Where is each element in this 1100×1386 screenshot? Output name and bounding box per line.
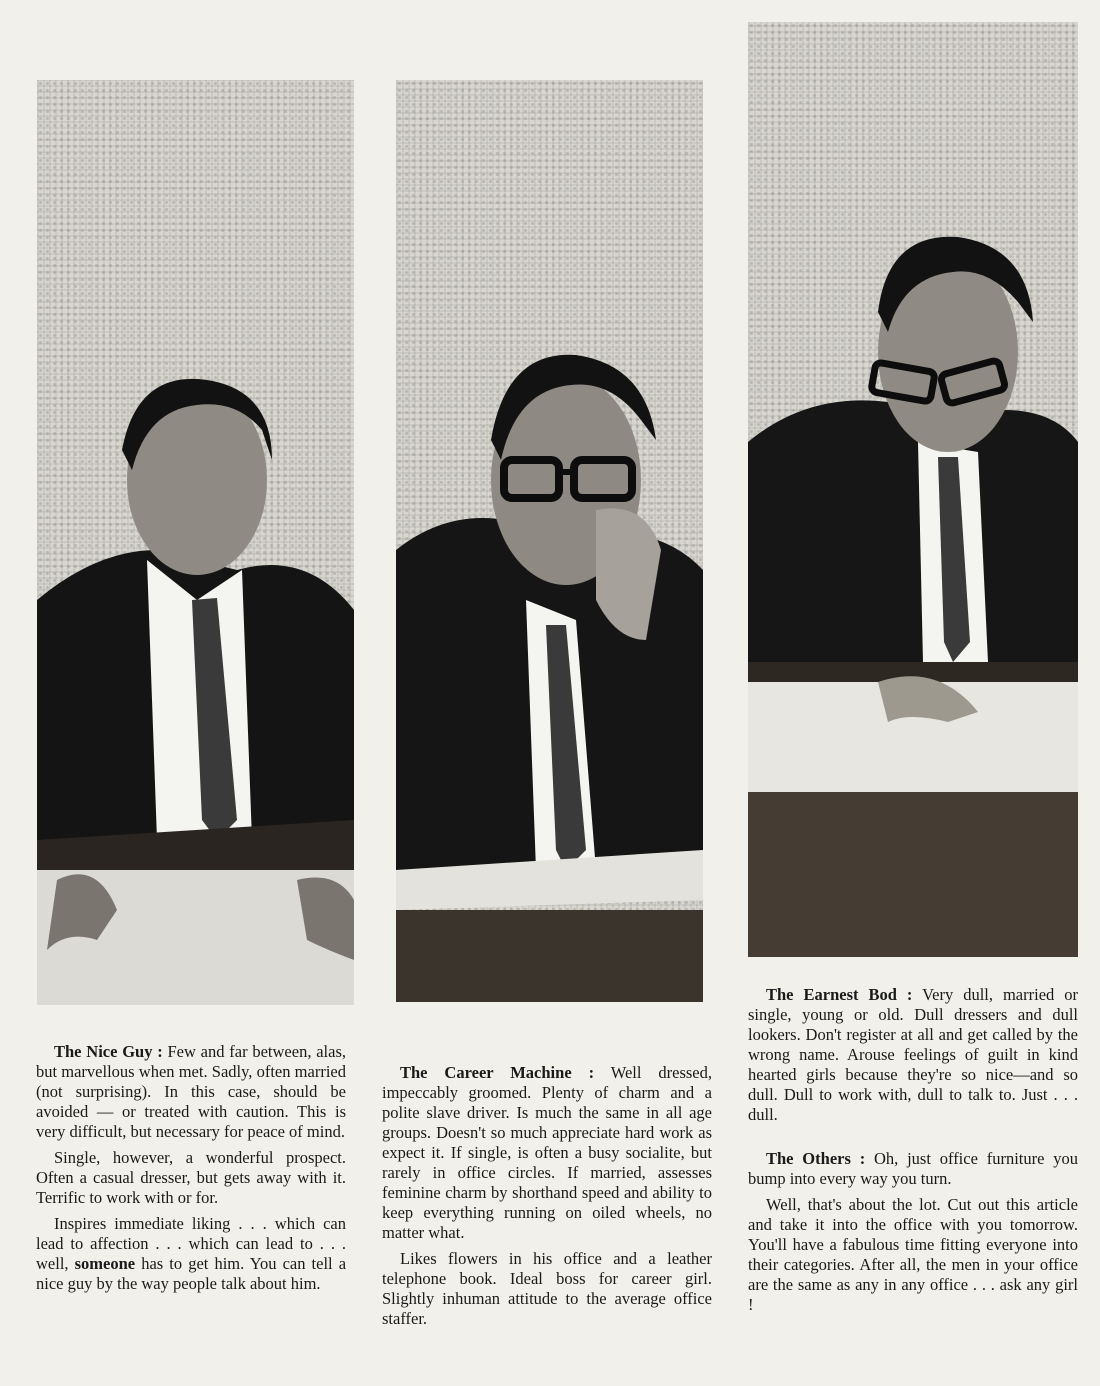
- column-earnest-bod: [748, 985, 1078, 1321]
- earnest-bod-text-1: Very dull, married or single, young or old. Dull dressers and dull lookers. Don't register at all and get called by the wrong name. Arouse feelings of guilt in kind hearted girls because they're so nice—and so dull. Dull to work with, dull to talk to. Just . . . dull.: [748, 985, 1079, 1124]
- nice-guy-paragraph-3: [36, 1214, 346, 1294]
- photo-career-machine: [396, 80, 703, 1002]
- others-heading: The Others :: [766, 1149, 866, 1168]
- column-career-machine: [382, 1063, 712, 1335]
- career-machine-heading: The Career Machine :: [400, 1063, 595, 1082]
- photo-earnest-bod: [748, 22, 1078, 957]
- career-machine-paragraph-2: Likes flowers in his office and a leather telephone book. Ideal boss for career girl. Slightly inhuman attitude to the average office staffer.: [382, 1249, 712, 1328]
- nice-guy-text-3b: has to get him. You can tell a nice guy by the way people talk about him.: [36, 1254, 347, 1293]
- earnest-bod-paragraph-1: [748, 985, 1078, 1125]
- nice-guy-text-1: Few and far between, alas, but marvellous when met. Sadly, often married (not surprising). In this case, should be avoided — or treated with caution. This is very difficult, but necessary for peace of mind.: [36, 1042, 346, 1141]
- photo-nice-guy: [37, 80, 354, 1005]
- nice-guy-heading: The Nice Guy :: [54, 1042, 163, 1061]
- nice-guy-paragraph-1: [36, 1042, 346, 1142]
- career-machine-paragraph-1: [382, 1063, 712, 1243]
- column-nice-guy: [36, 1042, 346, 1300]
- others-paragraph-1: [748, 1149, 1078, 1189]
- others-paragraph-2: Well, that's about the lot. Cut out this article and take it into the office with you tomorrow. You'll have a fabulous time fitting everyone into their categories. After all, the men in your office are the same as any in any office . . . ask any girl !: [748, 1195, 1078, 1314]
- nice-guy-paragraph-2: Single, however, a wonderful prospect. Often a casual dresser, but gets away with it. Terrific to work with or for.: [36, 1148, 346, 1207]
- nice-guy-emphasis: someone: [74, 1254, 136, 1273]
- nice-guy-text-3a: Inspires immediate liking . . . which can lead to affection . . . which can lead to . . . well,: [36, 1214, 346, 1273]
- earnest-bod-heading: The Earnest Bod :: [766, 985, 913, 1004]
- career-machine-text-1: Well dressed, impeccably groomed. Plenty of charm and a polite slave driver. Is much the same in all age groups. Doesn't so much appreciate hard work as expect it. If single, is often a busy socialite, but rarely in office circles. If married, assesses feminine charm by shorthand speed and ability to keep everything running on oiled wheels, no matter what.: [382, 1063, 713, 1242]
- others-text-1: Oh, just office furniture you bump into every way you turn.: [748, 1149, 1079, 1188]
